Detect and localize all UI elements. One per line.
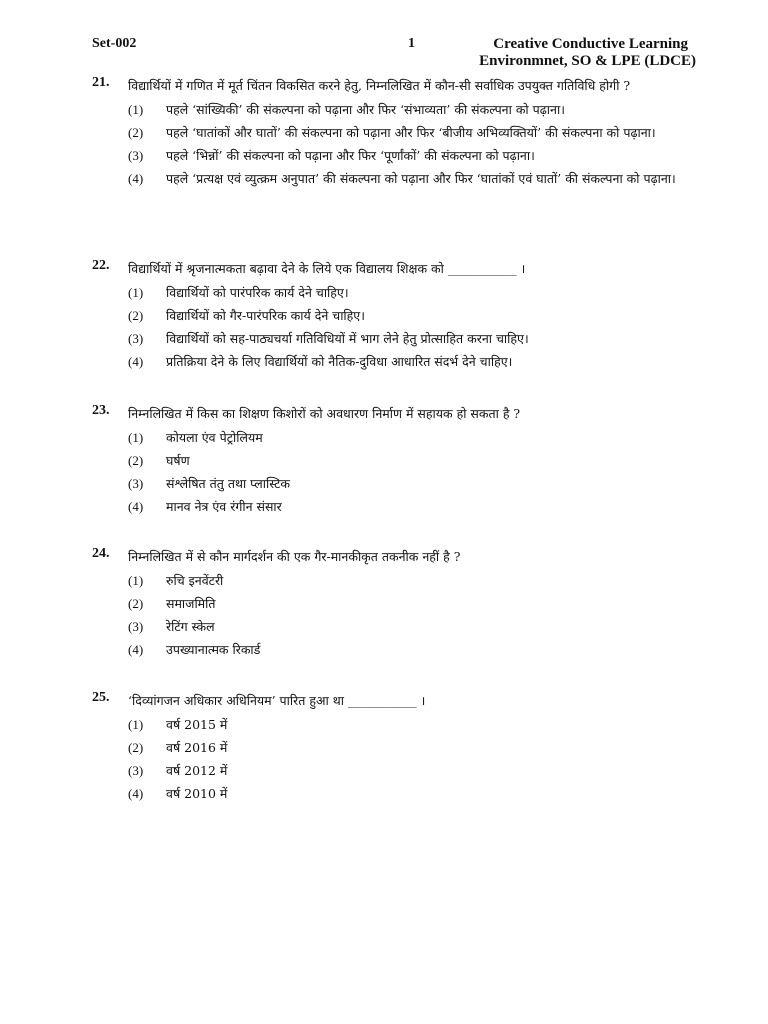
option-1 — [128, 427, 698, 448]
question-22 — [92, 258, 698, 372]
option-3 — [128, 473, 698, 494]
option-text: पहले ‘सांख्यिकी’ की संकल्पना को पढ़ाना और फिर ‘संभाव्यता’ की संकल्पना को पढ़ाना। — [166, 102, 565, 117]
question-number: 22. — [92, 258, 110, 273]
option-2 — [128, 122, 698, 143]
option-4 — [128, 351, 698, 372]
option-text: वर्ष 2010 में — [166, 786, 228, 801]
option-3 — [128, 328, 698, 349]
question-text: विद्यार्थियों में श्रृजनात्मकता बढ़ावा देने के लिये एक विद्यालय शिक्षक को ___________ । — [128, 261, 526, 276]
option-text: रेटिंग स्केल — [166, 619, 215, 634]
option-text: वर्ष 2016 में — [166, 740, 228, 755]
option-label: (1) — [128, 573, 144, 588]
option-2 — [128, 593, 698, 614]
option-text: वर्ष 2015 में — [166, 717, 228, 732]
question-number: 23. — [92, 403, 110, 418]
option-text: घर्षण — [166, 453, 190, 468]
option-4 — [128, 168, 698, 189]
option-text: वर्ष 2012 में — [166, 763, 228, 778]
question-text: निम्नलिखित में किस का शिक्षण किशोरों को अवधारण निर्माण में सहायक हो सकता है ? — [128, 406, 521, 421]
option-2 — [128, 305, 698, 326]
option-label: (3) — [128, 619, 144, 634]
exam-title-line1: Creative Conductive Learning — [493, 36, 688, 52]
option-text: पहले ‘घातांकों और घातों’ की संकल्पना को पढ़ाना और फिर ‘बीजीय अभिव्यक्तियों’ की संकल्पना को पढ़ाना। — [166, 125, 656, 140]
option-2 — [128, 737, 698, 758]
question-text: ‘दिव्यांगजन अधिकार अधिनियम’ पारित हुआ था ___________ । — [128, 693, 426, 708]
set-code: Set-002 — [92, 36, 137, 51]
option-3 — [128, 616, 698, 637]
option-label: (2) — [128, 740, 144, 755]
question-25 — [92, 690, 698, 804]
option-label: (2) — [128, 453, 144, 468]
question-text: निम्नलिखित में से कौन मार्गदर्शन की एक गैर-मानकीकृत तकनीक नहीं है ? — [128, 549, 461, 564]
option-text: विद्यार्थियों को पारंपरिक कार्य देने चाहिए। — [166, 285, 349, 300]
option-label: (4) — [128, 354, 144, 369]
option-label: (1) — [128, 285, 144, 300]
option-label: (1) — [128, 717, 144, 732]
option-label: (3) — [128, 476, 144, 491]
options-list — [128, 427, 698, 517]
option-label: (4) — [128, 786, 144, 801]
option-text: पहले ‘प्रत्यक्ष एवं व्युत्क्रम अनुपात’ की संकल्पना को पढ़ाना और फिर ‘घातांकों एवं घातों’ की संकल्पना को पढ़ाना। — [166, 171, 676, 186]
option-4 — [128, 783, 698, 804]
option-4 — [128, 639, 698, 660]
options-list — [128, 99, 698, 189]
exam-title — [479, 36, 696, 70]
option-text: कोयला एंव पेट्रोलियम — [166, 430, 263, 445]
option-text: उपख्यानात्मक रिकार्ड — [166, 642, 261, 657]
options-list — [128, 282, 698, 372]
option-1 — [128, 282, 698, 303]
option-1 — [128, 99, 698, 120]
option-2 — [128, 450, 698, 471]
option-label: (1) — [128, 430, 144, 445]
option-text: समाजमिति — [166, 596, 216, 611]
option-label: (4) — [128, 499, 144, 514]
question-number: 25. — [92, 690, 110, 705]
option-label: (2) — [128, 596, 144, 611]
option-label: (3) — [128, 331, 144, 346]
question-23 — [92, 403, 698, 517]
option-text: रुचि इनवेंटरी — [166, 573, 224, 588]
question-number: 24. — [92, 546, 110, 561]
page-header — [92, 36, 696, 72]
options-list — [128, 570, 698, 660]
option-label: (2) — [128, 308, 144, 323]
page-number: 1 — [408, 36, 415, 51]
option-text: विद्यार्थियों को सह-पाठ्यचर्या गतिविधियों में भाग लेने हेतु प्रोत्साहित करना चाहिए। — [166, 331, 529, 346]
option-3 — [128, 145, 698, 166]
exam-title-line2: Environmnet, SO & LPE (LDCE) — [479, 53, 696, 69]
option-1 — [128, 714, 698, 735]
option-label: (2) — [128, 125, 144, 140]
option-label: (3) — [128, 763, 144, 778]
option-label: (3) — [128, 148, 144, 163]
option-text: मानव नेत्र एंव रंगीन संसार — [166, 499, 282, 514]
option-1 — [128, 570, 698, 591]
question-24 — [92, 546, 698, 660]
question-number: 21. — [92, 75, 110, 90]
option-text: विद्यार्थियों को गैर-पारंपरिक कार्य देने चाहिए। — [166, 308, 365, 323]
option-label: (4) — [128, 642, 144, 657]
option-text: प्रतिक्रिया देने के लिए विद्यार्थियों को नैतिक-दुविधा आधारित संदर्भ देने चाहिए। — [166, 354, 513, 369]
option-4 — [128, 496, 698, 517]
question-21 — [92, 75, 698, 189]
option-3 — [128, 760, 698, 781]
option-label: (4) — [128, 171, 144, 186]
option-label: (1) — [128, 102, 144, 117]
question-text: विद्यार्थियों में गणित में मूर्त चिंतन विकसित करने हेतु, निम्नलिखित में कौन-सी सर्वाधिक उपयुक्त गतिविधि होगी ? — [128, 78, 631, 93]
option-text: पहले ‘भिन्नों’ की संकल्पना को पढ़ाना और फिर ‘पूर्णांकों’ की संकल्पना को पढ़ाना। — [166, 148, 535, 163]
options-list — [128, 714, 698, 804]
option-text: संश्लेषित तंतु तथा प्लास्टिक — [166, 476, 290, 491]
